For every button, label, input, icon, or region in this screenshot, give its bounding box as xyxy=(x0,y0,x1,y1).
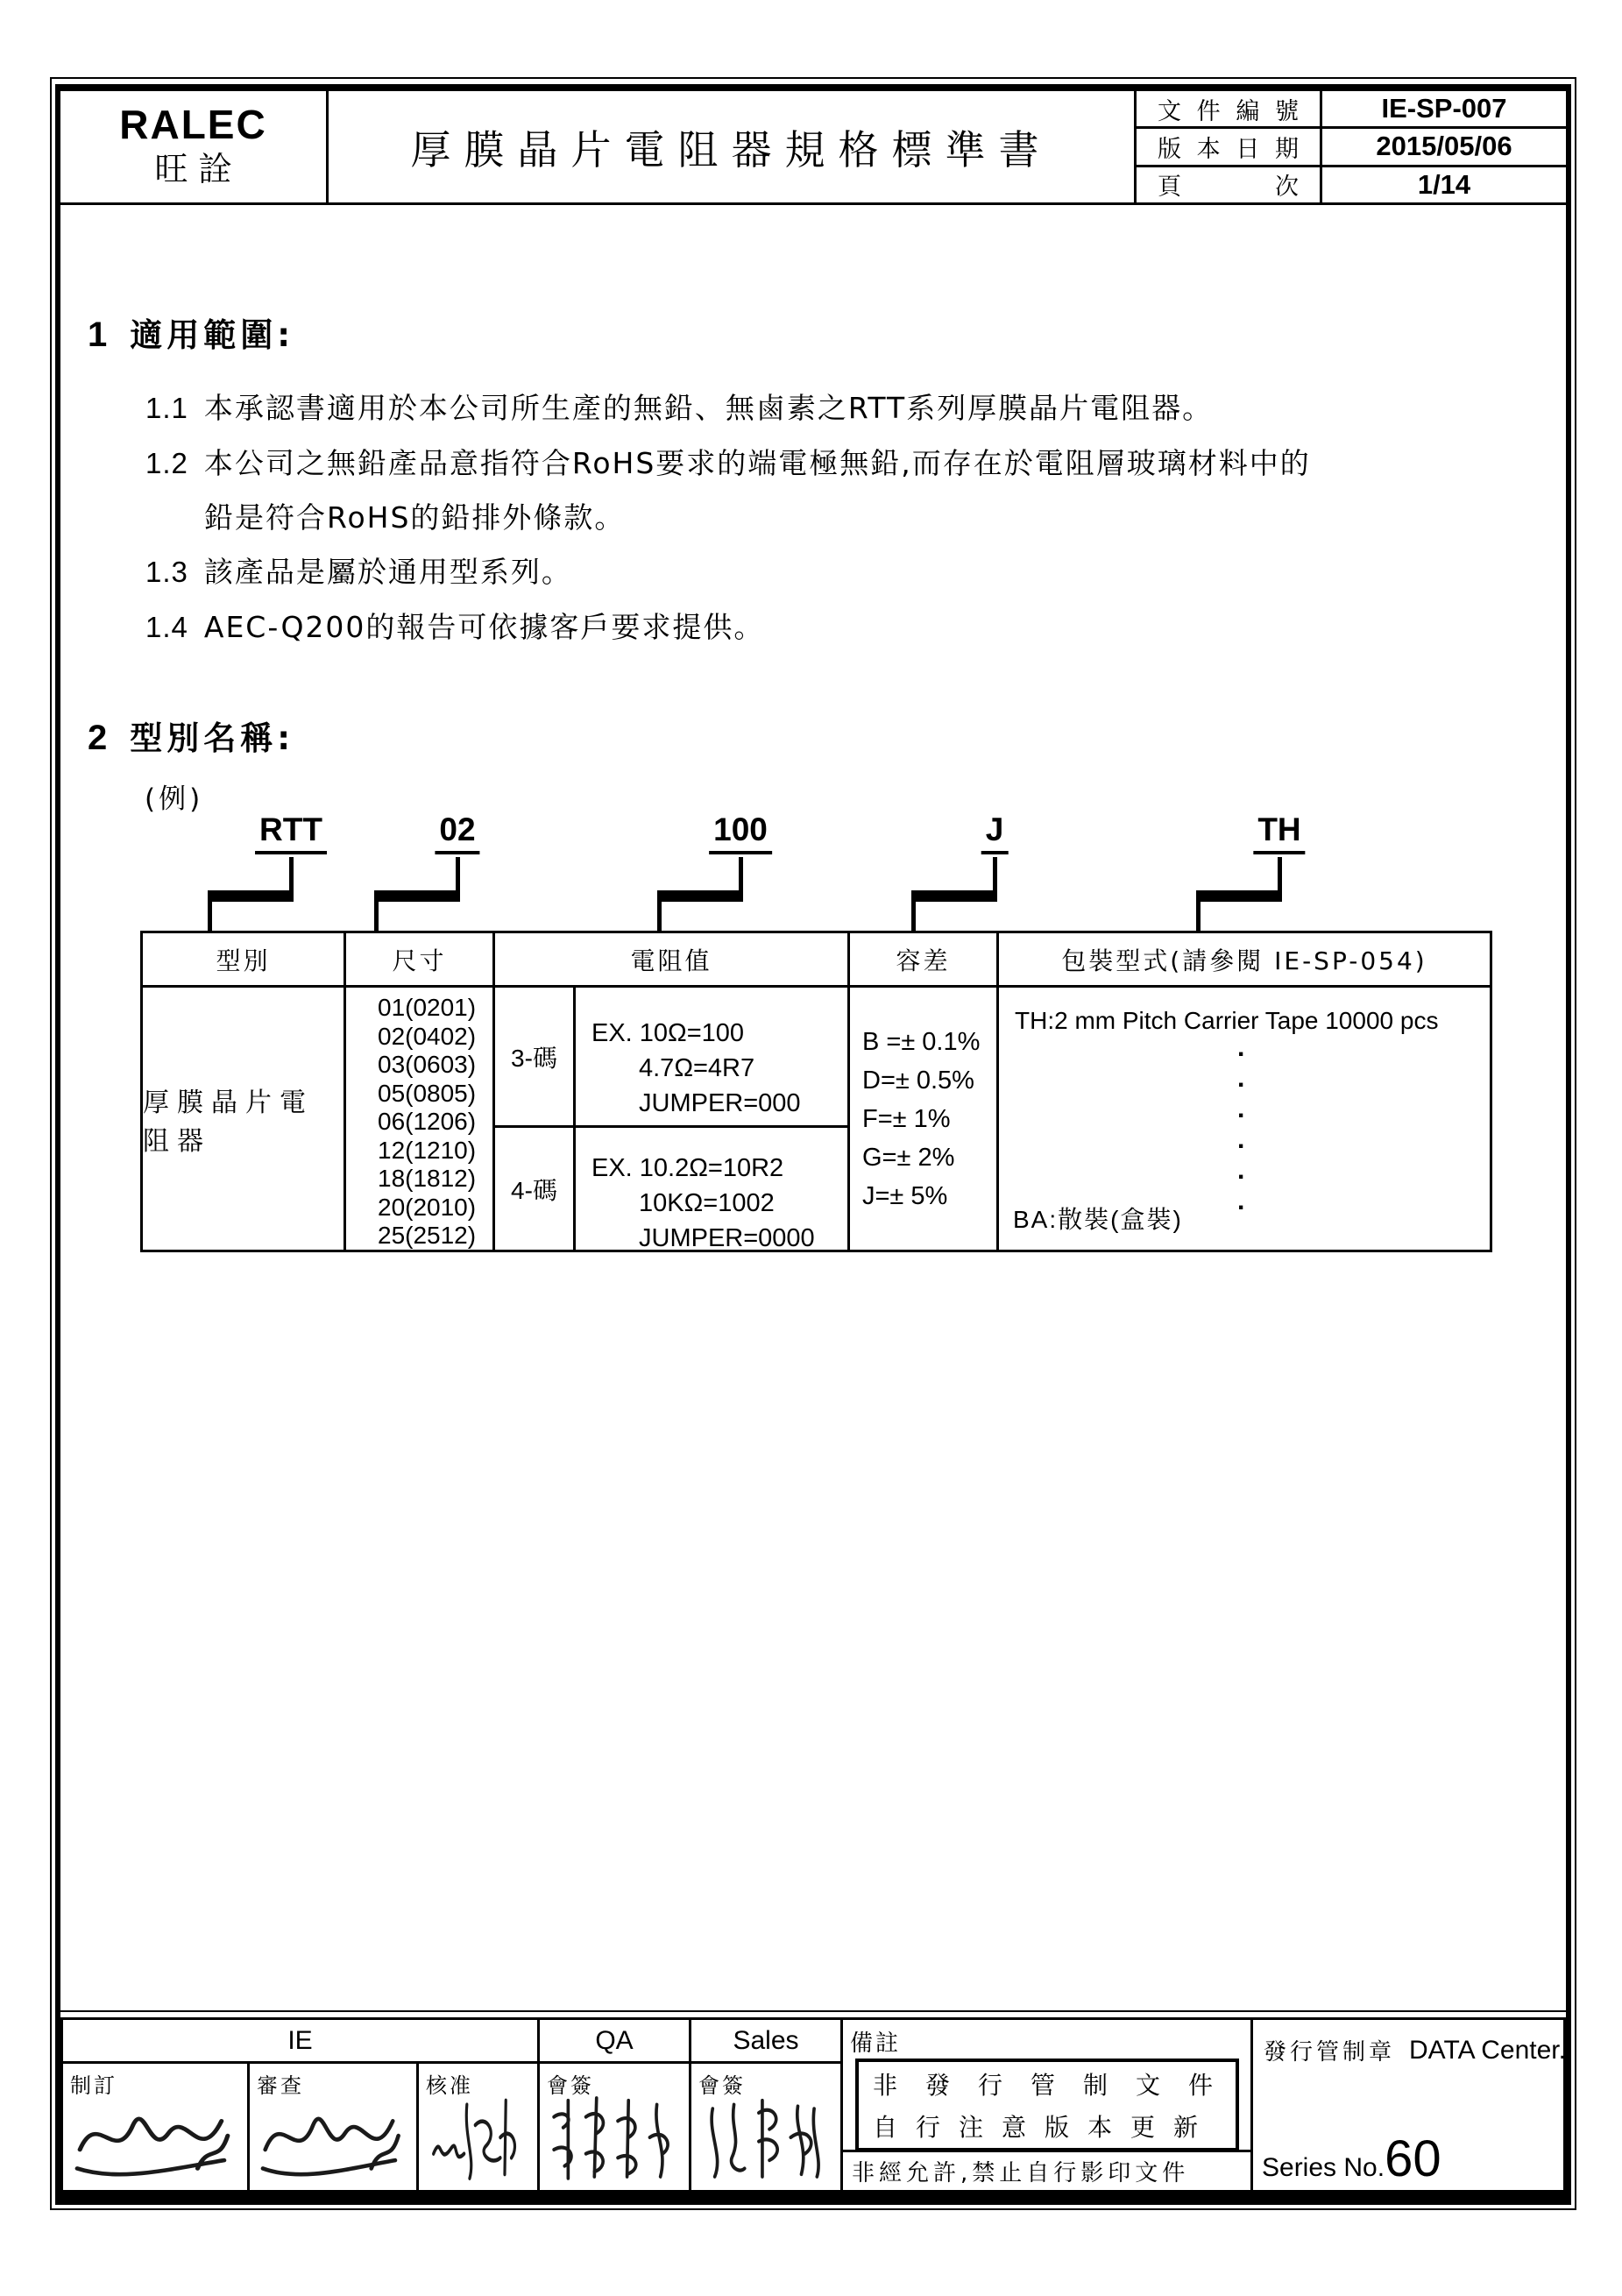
tolerance-item: D=± 0.5% xyxy=(862,1066,974,1095)
stamp-value: DATA Center. xyxy=(1409,2035,1566,2065)
sign-cell-sales-countersign xyxy=(691,2064,843,2190)
stamp-label: 發行管制章 xyxy=(1264,2039,1396,2066)
part-code-series: RTT xyxy=(255,811,327,854)
section2-title: 型別名稱: xyxy=(130,719,295,757)
size-item: 01(0201) xyxy=(378,994,477,1021)
item-text: 鉛是符合RoHS的鉛排外條款。 xyxy=(204,500,626,535)
sign-cell-review xyxy=(250,2064,419,2190)
cell-packaging xyxy=(999,988,1490,1250)
cell-3digit-code: 3-碼 xyxy=(495,988,576,1128)
resistance-example: JUMPER=000 xyxy=(639,1089,801,1117)
signature-review xyxy=(253,2088,413,2186)
company-logo-text: RALEC xyxy=(119,101,267,147)
resistance-example: 4.7Ω=4R7 xyxy=(639,1054,755,1082)
cell-tolerance-list xyxy=(850,988,999,1250)
signature-qa xyxy=(543,2088,685,2186)
series-value: 60 xyxy=(1385,2130,1441,2187)
example-label: (例) xyxy=(145,783,204,815)
size-item: 20(2010) xyxy=(378,1193,477,1221)
item-text: 該產品是屬於通用型系列。 xyxy=(203,555,572,589)
version-date-value: 2015/05/06 xyxy=(1376,131,1512,162)
document-info-table xyxy=(1137,91,1566,202)
remarks-cell xyxy=(843,2020,1253,2190)
remarks-label: 備註 xyxy=(850,2030,902,2057)
section1-item-1-3 xyxy=(145,549,572,591)
doc-number-label: 文件編號 xyxy=(1158,97,1299,125)
part-code-size: 02 xyxy=(435,811,479,854)
remarks-box-line1: 非發行管制文件 xyxy=(873,2071,1242,2100)
sign-label-sales-countersign: 會簽 xyxy=(698,2073,746,2098)
col-header-size: 尺寸 xyxy=(346,933,495,988)
part-code-resistance: 100 xyxy=(709,811,772,854)
company-logo xyxy=(60,91,329,202)
size-item: 25(2512) xyxy=(378,1222,477,1249)
document-title-cell xyxy=(329,91,1137,202)
cell-type-value: 厚膜晶片電阻器 xyxy=(143,988,346,1250)
section2-heading xyxy=(88,712,294,759)
size-item: 12(1210) xyxy=(378,1136,477,1164)
size-item: 03(0603) xyxy=(378,1051,477,1078)
section1-item-1-2-cont xyxy=(204,495,625,536)
resistance-example: EX. 10.2Ω=10R2 xyxy=(591,1154,784,1182)
tolerance-item: B =± 0.1% xyxy=(862,1027,981,1056)
section1-number: 1 xyxy=(88,315,108,354)
sign-label-review: 審查 xyxy=(257,2073,304,2098)
cell-4digit-examples xyxy=(576,1128,850,1250)
resistance-example: JUMPER=0000 xyxy=(639,1224,815,1252)
col-header-type: 型別 xyxy=(143,933,346,988)
series-label: Series No. xyxy=(1262,2153,1385,2182)
resistance-example: EX. 10Ω=100 xyxy=(591,1019,745,1047)
info-row-version-date xyxy=(1137,126,1566,164)
page-number-value: 1/14 xyxy=(1417,168,1471,200)
sign-cell-qa-countersign xyxy=(540,2064,691,2190)
item-number: 1.1 xyxy=(145,392,188,424)
packaging-ba: BA:散裝(盒裝) xyxy=(1013,1206,1183,1233)
size-item: 06(1206) xyxy=(378,1108,477,1135)
stamp-header xyxy=(1264,2034,1566,2066)
remarks-note: 非經允許,禁止自行影印文件 xyxy=(843,2150,1250,2190)
size-item: 18(1812) xyxy=(378,1165,477,1192)
sign-cell-draft xyxy=(63,2064,250,2190)
sign-cell-approve xyxy=(419,2064,540,2190)
section1-heading xyxy=(88,308,294,356)
packaging-th: TH:2 mm Pitch Carrier Tape 10000 pcs xyxy=(1015,1007,1439,1034)
sign-label-approve: 核准 xyxy=(426,2073,473,2098)
info-row-doc-number xyxy=(1137,91,1566,126)
col-header-packaging: 包裝型式(請參閱 IE-SP-054) xyxy=(999,933,1490,988)
cell-size-list xyxy=(346,988,495,1250)
version-date-label: 版本日期 xyxy=(1158,135,1299,163)
dept-header-sales: Sales xyxy=(691,2020,843,2064)
series-number xyxy=(1262,2130,1441,2187)
signature-sales xyxy=(695,2088,837,2186)
document-title: 厚膜晶片電阻器規格標準書 xyxy=(410,125,1052,174)
resistance-example: 10KΩ=1002 xyxy=(639,1189,775,1217)
item-number: 1.3 xyxy=(145,556,188,588)
item-text: 本公司之無鉛產品意指符合RoHS要求的端電極無鉛,而存在於電阻層玻璃材料中的 xyxy=(203,446,1311,480)
section1-item-1-2 xyxy=(145,441,1311,482)
stamp-cell xyxy=(1253,2020,1566,2190)
col-header-tolerance: 容差 xyxy=(850,933,999,988)
part-code-tolerance: J xyxy=(981,811,1009,854)
section1-item-1-1 xyxy=(145,386,1213,427)
item-number: 1.2 xyxy=(145,447,188,479)
item-number: 1.4 xyxy=(145,611,188,643)
item-text: AEC-Q200的報告可依據客戶要求提供。 xyxy=(203,610,765,644)
cell-3digit-examples xyxy=(576,988,850,1128)
tolerance-item: G=± 2% xyxy=(862,1143,955,1172)
col-header-resistance: 電阻值 xyxy=(495,933,850,988)
approval-table xyxy=(60,2017,1566,2193)
part-code-packaging: TH xyxy=(1253,811,1305,854)
footer-separator-line xyxy=(60,2010,1566,2012)
signature-draft xyxy=(67,2088,244,2186)
tolerance-item: J=± 5% xyxy=(862,1181,948,1210)
section1-title: 適用範圍: xyxy=(130,316,295,354)
page-number-label: 頁次 xyxy=(1158,174,1299,202)
remarks-box-line2: 自行注意版本更新 xyxy=(873,2113,1217,2142)
info-row-page-number xyxy=(1137,165,1566,202)
remarks-box xyxy=(855,2059,1242,2151)
doc-number-value: IE-SP-007 xyxy=(1381,93,1507,124)
tolerance-item: F=± 1% xyxy=(862,1104,951,1133)
company-logo-chinese: 旺詮 xyxy=(154,149,243,188)
part-number-table xyxy=(140,931,1492,1252)
dept-header-ie: IE xyxy=(63,2020,540,2064)
size-item: 05(0805) xyxy=(378,1079,477,1107)
section1-item-1-4 xyxy=(145,605,764,646)
sign-label-draft: 制訂 xyxy=(70,2073,117,2098)
section2-number: 2 xyxy=(88,719,108,757)
sign-label-qa-countersign: 會簽 xyxy=(547,2073,594,2098)
packaging-ellipsis-dots: . . . . . . xyxy=(1237,1033,1245,1215)
cell-4digit-code: 4-碼 xyxy=(495,1128,576,1250)
item-text: 本承認書適用於本公司所生產的無鉛、無鹵素之RTT系列厚膜晶片電阻器。 xyxy=(203,391,1214,425)
signature-approve xyxy=(422,2088,534,2186)
size-item: 02(0402) xyxy=(378,1022,477,1050)
header xyxy=(60,91,1566,205)
dept-header-qa: QA xyxy=(540,2020,691,2064)
